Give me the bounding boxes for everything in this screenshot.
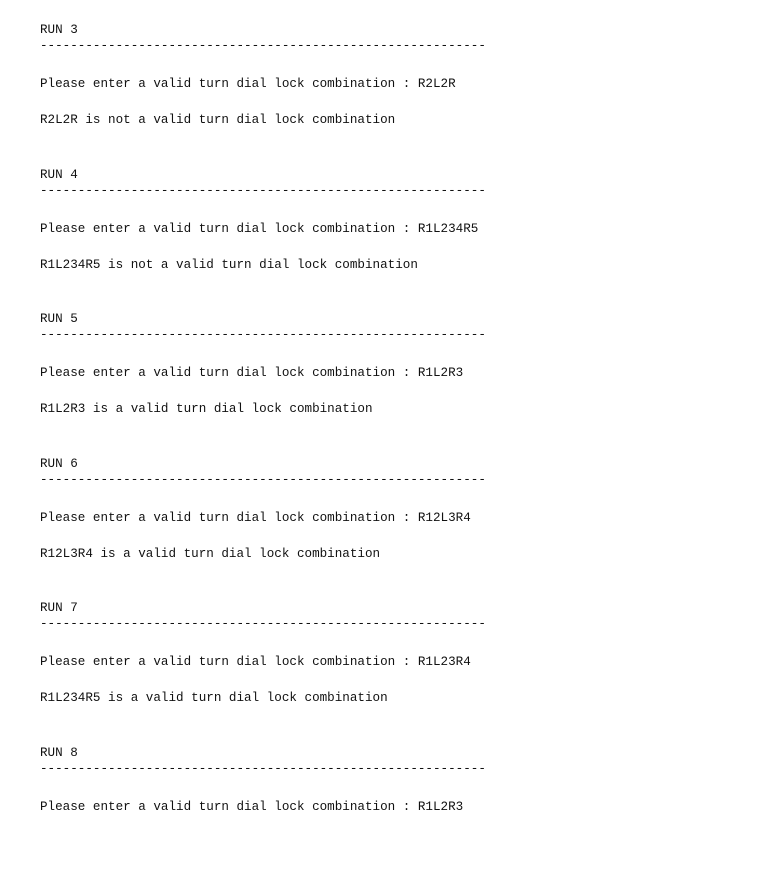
run-divider: ----------------------------------------------------------- [40, 328, 486, 343]
run-result: R1L234R5 is not a valid turn dial lock combination [40, 257, 418, 272]
run-result: R12L3R4 is a valid turn dial lock combination [40, 546, 381, 561]
run-block-3 [40, 22, 740, 167]
run-title: RUN 7 [40, 601, 78, 616]
run-divider: ----------------------------------------------------------- [40, 617, 486, 632]
run-result: R2L2R is not a valid turn dial lock combination [40, 113, 396, 127]
run-prompt: Please enter a valid turn dial lock combination : R12L3R4 [40, 510, 471, 525]
run-title: RUN 3 [40, 23, 78, 37]
run-block-7 [40, 600, 740, 745]
run-result: R1L234R5 is a valid turn dial lock combination [40, 691, 388, 706]
run-divider: ----------------------------------------------------------- [40, 39, 486, 53]
run-title: RUN 8 [40, 745, 78, 760]
run-prompt: Please enter a valid turn dial lock combination : R1L234R5 [40, 221, 479, 236]
run-title: RUN 6 [40, 456, 78, 471]
console-output [40, 22, 740, 890]
run-title: RUN 5 [40, 312, 78, 327]
run-block-6 [40, 456, 740, 601]
run-block-8 [40, 745, 740, 890]
run-block-4 [40, 167, 740, 312]
run-divider: ----------------------------------------------------------- [40, 183, 486, 198]
run-prompt: Please enter a valid turn dial lock combination : R1L2R3 [40, 366, 464, 381]
run-prompt: Please enter a valid turn dial lock combination : R2L2R [40, 77, 456, 91]
run-prompt: Please enter a valid turn dial lock combination : R1L23R4 [40, 655, 471, 670]
run-result: R1L2R3 is a valid turn dial lock combination [40, 402, 373, 417]
run-prompt: Please enter a valid turn dial lock combination : R1L2R3 [40, 799, 464, 814]
run-divider: ----------------------------------------------------------- [40, 472, 486, 487]
run-block-5 [40, 311, 740, 456]
run-divider: ----------------------------------------------------------- [40, 761, 486, 776]
run-title: RUN 4 [40, 167, 78, 182]
